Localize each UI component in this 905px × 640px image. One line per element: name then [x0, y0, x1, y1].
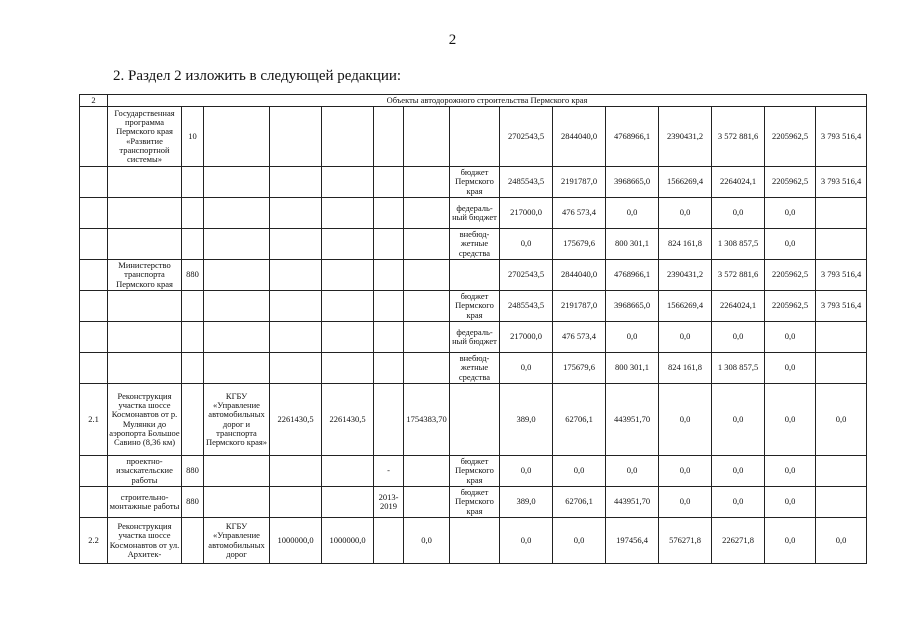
table-row — [80, 167, 867, 198]
table-cell — [450, 107, 500, 167]
table-cell: 3 793 516,4 — [816, 260, 867, 291]
table-cell — [374, 229, 404, 260]
table-cell — [108, 198, 182, 229]
page-number: 2 — [448, 32, 457, 48]
table-cell: 2390431,2 — [659, 107, 712, 167]
table-cell — [204, 260, 270, 291]
table-cell: 2.2 — [80, 518, 108, 564]
table-cell: 3 793 516,4 — [816, 107, 867, 167]
table-cell — [404, 291, 450, 322]
table-cell: 0,0 — [659, 384, 712, 456]
table-cell: 0,0 — [816, 384, 867, 456]
table-cell: 1 308 857,5 — [712, 353, 765, 384]
table-cell: 1566269,4 — [659, 291, 712, 322]
table-cell: 175679,6 — [553, 353, 606, 384]
table-cell — [322, 198, 374, 229]
table-cell — [816, 487, 867, 518]
table-cell: 2485543,5 — [500, 167, 553, 198]
table-cell: 880 — [182, 260, 204, 291]
table-cell — [374, 167, 404, 198]
table-cell: 3 572 881,6 — [712, 107, 765, 167]
table-cell: внебюд-жетные средства — [450, 229, 500, 260]
table-cell — [374, 322, 404, 353]
table-cell — [270, 456, 322, 487]
table-row — [80, 518, 867, 564]
table-cell: 2264024,1 — [712, 167, 765, 198]
table-cell: 62706,1 — [553, 384, 606, 456]
table-cell — [270, 291, 322, 322]
table-cell: 0,0 — [712, 487, 765, 518]
table-cell: 880 — [182, 456, 204, 487]
table-cell — [270, 353, 322, 384]
table-cell — [322, 456, 374, 487]
table-cell: 0,0 — [606, 198, 659, 229]
table-cell — [374, 353, 404, 384]
table-cell: 0,0 — [765, 198, 816, 229]
table-cell: 0,0 — [765, 487, 816, 518]
table-cell: 2264024,1 — [712, 291, 765, 322]
table-cell — [374, 198, 404, 229]
table-cell: 4768966,1 — [606, 260, 659, 291]
table-cell — [374, 291, 404, 322]
table-row — [80, 107, 867, 167]
table-cell — [204, 456, 270, 487]
table-cell — [80, 107, 108, 167]
table-cell: 3 793 516,4 — [816, 291, 867, 322]
table-cell: 2205962,5 — [765, 107, 816, 167]
table-cell: 197456,4 — [606, 518, 659, 564]
table-cell: 2702543,5 — [500, 107, 553, 167]
table-cell — [80, 456, 108, 487]
table-cell: бюджет Пермского края — [450, 291, 500, 322]
table-cell — [80, 487, 108, 518]
table-cell: 0,0 — [659, 198, 712, 229]
table-row — [80, 456, 867, 487]
table-cell — [404, 198, 450, 229]
table-cell — [816, 456, 867, 487]
table-cell — [182, 518, 204, 564]
table-row — [80, 487, 867, 518]
table-cell — [182, 353, 204, 384]
table-cell: 2261430,5 — [322, 384, 374, 456]
section-heading: 2. Раздел 2 изложить в следующей редакции: — [113, 68, 402, 84]
table-cell — [322, 353, 374, 384]
table-cell: 0,0 — [500, 229, 553, 260]
table-cell: 0,0 — [659, 456, 712, 487]
table-cell: Реконструкция участка шоссе Космонавтов от ул. Архитек- — [108, 518, 182, 564]
table-cell — [404, 260, 450, 291]
table-cell: 1 308 857,5 — [712, 229, 765, 260]
table-cell — [322, 322, 374, 353]
table-cell — [108, 353, 182, 384]
table-cell: внебюд-жетные средства — [450, 353, 500, 384]
table-cell: 62706,1 — [553, 487, 606, 518]
table-cell — [80, 353, 108, 384]
table-cell — [816, 229, 867, 260]
table-cell: бюджет Пермского края — [450, 456, 500, 487]
table-cell — [374, 518, 404, 564]
table-cell: 0,0 — [606, 322, 659, 353]
table-cell — [322, 107, 374, 167]
table-cell: 4768966,1 — [606, 107, 659, 167]
table-cell: 800 301,1 — [606, 229, 659, 260]
objects-table — [79, 94, 867, 564]
table-cell: 10 — [182, 107, 204, 167]
table-cell — [204, 198, 270, 229]
table-cell: 800 301,1 — [606, 353, 659, 384]
table-cell: 0,0 — [765, 229, 816, 260]
table-cell — [204, 487, 270, 518]
table-cell: 175679,6 — [553, 229, 606, 260]
table-cell: бюджет Пермского края — [450, 487, 500, 518]
table-cell: 2191787,0 — [553, 167, 606, 198]
table-cell: 1754383,70 — [404, 384, 450, 456]
table-cell: 0,0 — [404, 518, 450, 564]
table-cell: 217000,0 — [500, 322, 553, 353]
table-cell — [270, 107, 322, 167]
table-cell: 443951,70 — [606, 487, 659, 518]
section-title-cell: Объекты автодорожного строительства Пермского края — [108, 95, 867, 107]
table-cell — [374, 107, 404, 167]
table-cell — [404, 353, 450, 384]
table-cell: Реконструкция участка шоссе Космонавтов от р. Мулянки до аэропорта Большое Савино (8,36 км) — [108, 384, 182, 456]
table-cell: 0,0 — [553, 518, 606, 564]
table-cell: 2844040,0 — [553, 260, 606, 291]
table-cell: КГБУ «Управление автомобильных дорог — [204, 518, 270, 564]
table-cell — [108, 322, 182, 353]
table-cell: 2.1 — [80, 384, 108, 456]
table-row — [80, 198, 867, 229]
table-cell — [182, 384, 204, 456]
table-cell: строительно-монтажные работы — [108, 487, 182, 518]
table-cell — [270, 260, 322, 291]
table-cell: 576271,8 — [659, 518, 712, 564]
table-cell — [80, 198, 108, 229]
table-cell — [322, 260, 374, 291]
table-cell — [182, 198, 204, 229]
table-cell — [80, 260, 108, 291]
table-cell — [404, 229, 450, 260]
table-cell — [270, 322, 322, 353]
table-cell — [270, 198, 322, 229]
table-cell: 2844040,0 — [553, 107, 606, 167]
table-cell: КГБУ «Управление автомобильных дорог и транспорта Пермского края» — [204, 384, 270, 456]
table-cell: 2013-2019 — [374, 487, 404, 518]
table-cell: 389,0 — [500, 384, 553, 456]
section-title-row — [80, 95, 867, 107]
table-cell — [404, 167, 450, 198]
table-cell: 3 572 881,6 — [712, 260, 765, 291]
table-cell: 3 793 516,4 — [816, 167, 867, 198]
table-cell: 3968665,0 — [606, 167, 659, 198]
table-cell: 0,0 — [712, 384, 765, 456]
table-cell — [182, 167, 204, 198]
table-cell: 0,0 — [712, 198, 765, 229]
table-cell — [450, 260, 500, 291]
table-cell: 2205962,5 — [765, 167, 816, 198]
table-cell — [204, 353, 270, 384]
table-cell: 2485543,5 — [500, 291, 553, 322]
table-cell: 1000000,0 — [270, 518, 322, 564]
table-cell — [270, 487, 322, 518]
table-cell — [450, 518, 500, 564]
table-cell: федераль-ный бюджет — [450, 322, 500, 353]
table-cell — [404, 107, 450, 167]
table-cell: 0,0 — [765, 353, 816, 384]
table-cell: 0,0 — [816, 518, 867, 564]
table-row — [80, 384, 867, 456]
table-cell: 2205962,5 — [765, 291, 816, 322]
table-cell: 824 161,8 — [659, 229, 712, 260]
table-cell — [80, 322, 108, 353]
table-cell — [322, 229, 374, 260]
table-cell — [374, 260, 404, 291]
table-cell: 0,0 — [553, 456, 606, 487]
table-cell — [182, 322, 204, 353]
table-cell: 2390431,2 — [659, 260, 712, 291]
table-cell — [204, 322, 270, 353]
table-row — [80, 260, 867, 291]
table-cell: 824 161,8 — [659, 353, 712, 384]
table-cell — [204, 229, 270, 260]
table-cell: 0,0 — [659, 322, 712, 353]
table-cell — [80, 291, 108, 322]
table-cell: 2205962,5 — [765, 260, 816, 291]
table-row — [80, 322, 867, 353]
table-cell: 2702543,5 — [500, 260, 553, 291]
table-cell: 0,0 — [500, 353, 553, 384]
table-cell: бюджет Пермского края — [450, 167, 500, 198]
table-cell: проектно-изыскательские работы — [108, 456, 182, 487]
table-cell: 226271,8 — [712, 518, 765, 564]
table-cell — [182, 291, 204, 322]
table-cell — [182, 229, 204, 260]
table-cell: 0,0 — [712, 456, 765, 487]
table-cell: 880 — [182, 487, 204, 518]
table-cell — [816, 353, 867, 384]
table-cell — [108, 229, 182, 260]
table-cell: 476 573,4 — [553, 322, 606, 353]
table-cell — [108, 167, 182, 198]
section-number-cell: 2 — [80, 95, 108, 107]
table-cell — [404, 487, 450, 518]
table-cell — [322, 487, 374, 518]
table-cell: 0,0 — [765, 322, 816, 353]
table-cell: 0,0 — [606, 456, 659, 487]
table-cell: 3968665,0 — [606, 291, 659, 322]
table-cell: - — [374, 456, 404, 487]
table-cell — [816, 198, 867, 229]
table-cell — [204, 167, 270, 198]
table-cell — [450, 384, 500, 456]
table-cell — [404, 322, 450, 353]
table-cell: 1000000,0 — [322, 518, 374, 564]
table-cell — [80, 167, 108, 198]
table-cell — [816, 322, 867, 353]
table-cell: 389,0 — [500, 487, 553, 518]
table-cell: 217000,0 — [500, 198, 553, 229]
table-cell: 0,0 — [500, 456, 553, 487]
table-cell: 476 573,4 — [553, 198, 606, 229]
table-row — [80, 291, 867, 322]
table-cell: 0,0 — [765, 456, 816, 487]
table-cell: 0,0 — [712, 322, 765, 353]
table-cell — [108, 291, 182, 322]
table-cell — [404, 456, 450, 487]
table-cell: Министерство транспорта Пермского края — [108, 260, 182, 291]
table-cell: 2191787,0 — [553, 291, 606, 322]
table-cell — [204, 107, 270, 167]
table-cell — [374, 384, 404, 456]
table-cell: 0,0 — [659, 487, 712, 518]
table-cell: 2261430,5 — [270, 384, 322, 456]
table-cell: 1566269,4 — [659, 167, 712, 198]
table-cell: 0,0 — [765, 518, 816, 564]
table-cell: 0,0 — [765, 384, 816, 456]
table-row — [80, 229, 867, 260]
table-cell — [270, 167, 322, 198]
table-cell — [80, 229, 108, 260]
table-cell: федераль-ный бюджет — [450, 198, 500, 229]
table-cell — [322, 167, 374, 198]
table-cell — [322, 291, 374, 322]
table-cell: Государственная программа Пермского края «Развитие транспортной системы» — [108, 107, 182, 167]
table-row — [80, 353, 867, 384]
table-cell — [270, 229, 322, 260]
table-cell — [204, 291, 270, 322]
table-cell: 0,0 — [500, 518, 553, 564]
table-cell: 443951,70 — [606, 384, 659, 456]
